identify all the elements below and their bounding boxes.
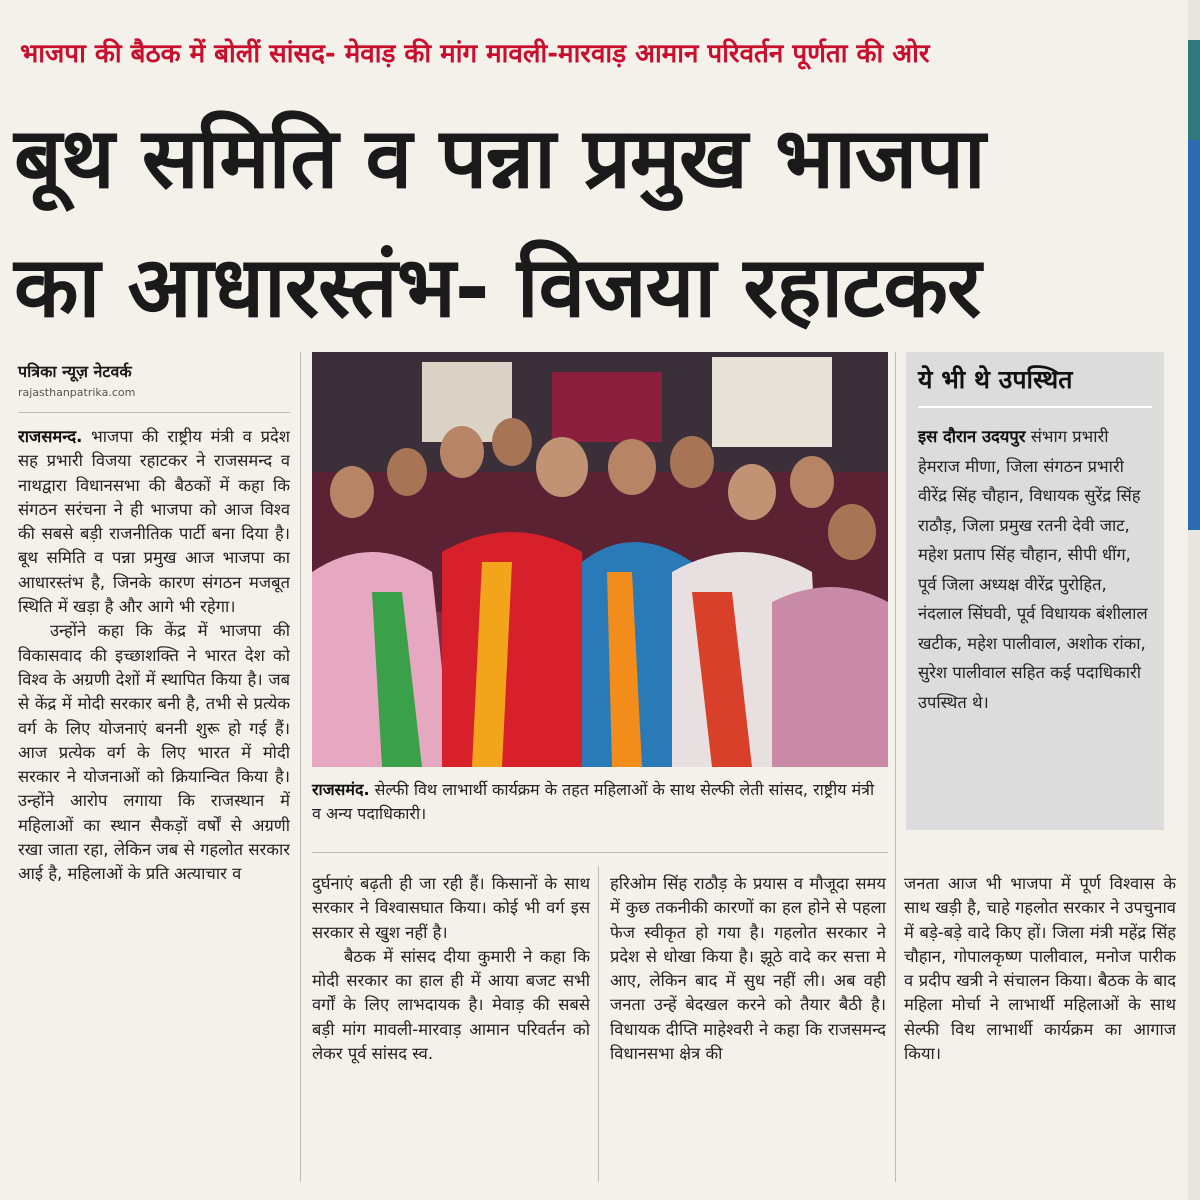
photo-illustration <box>312 352 888 767</box>
edge-graphic <box>1188 40 1200 140</box>
caption-place: राजसमंद. <box>312 780 370 799</box>
column-divider <box>895 352 896 1182</box>
article-col4-paragraph: जनता आज भी भाजपा में पूर्ण विश्वास के साथ खड़ी है, चाहे गहलोत सरकार ने उपचुनाव में बड़े-बड़े वादे किए हों। जिला मंत्री महेंद्र सिंह चौहान, गोपालकृष्ण पालीवाल, मनोज पारीक व प्रदीप खत्री ने संचालन किया। बैठक के बाद महिला मोर्चा ने लाभार्थी महिलाओं के साथ सेल्फी विथ लाभार्थी कार्यक्रम का आगाज किया। <box>904 874 1176 1064</box>
article-paragraph-2: उन्होंने कहा कि केंद्र में भाजपा की विकासवाद की इच्छाशक्ति ने भारत देश को विश्व के अग्रणी देशों में स्थापित किया है। जब से केंद्र में मोदी सरकार बनी है, तभी से प्रत्येक वर्ग के लिए योजनाएं बननी शुरू हो गई हैं। आज प्रत्येक वर्ग के लिए भारत में मोदी सरकार ने योजनाओं को क्रियान्वित किया है। उन्होंने आरोप लगाया कि राजस्थान में महिलाओं का स्थान सैकड़ों वर्षों से अग्रणी रखा जाता रहा, लेकिन जब से गहलोत सरकार आई है, महिलाओं के प्रति अत्याचार व <box>18 621 290 884</box>
divider <box>312 852 888 853</box>
caption-text: सेल्फी विथ लाभार्थी कार्यक्रम के तहत महिलाओं के साथ सेल्फी लेती सांसद, राष्ट्रीय मंत्री व अन्य पदाधिकारी। <box>312 780 875 823</box>
kicker-headline: भाजपा की बैठक में बोलीं सांसद- मेवाड़ की मांग मावली-मारवाड़ आमान परिवर्तन पूर्णता की ओर <box>20 39 930 69</box>
article-paragraph-1: भाजपा की राष्ट्रीय मंत्री व प्रदेश सह प्रभारी विजया रहाटकर ने राजसमन्द व नाथद्वारा विधानसभा की बैठकों में कहा कि संगठन सरंचना ने ही भाजपा को आज विश्व की सबसे बड़ी राजनीतिक पार्टी बना दिया है। बूथ समिति व पन्ना प्रमुख आज भाजपा का आधारस्तंभ है, जिनके कारण संगठन मजबूत स्थिति में खड़ा है और आगे भी रहेगा। <box>18 427 290 617</box>
photo-caption <box>312 778 888 826</box>
dateline: राजसमन्द. <box>18 427 83 446</box>
article-col3-paragraph: हरिओम सिंह राठौड़ के प्रयास व मौजूदा समय में कुछ तकनीकी कारणों का हल होने से पहला फेज स्वीकृत हो गया है। गहलोत सरकार ने प्रदेश से धोखा किया है। झूठे वादे कर सत्ता मे आए, लेकिन बाद में सुध नहीं ली। अब वही जनता उन्हें बेदखल करने को तैयार बैठी है। विधायक दीप्ति माहेश्वरी ने कहा कि राजसमन्द विधानसभा क्षेत्र की <box>610 874 886 1064</box>
main-headline-line-2: का आधारस्तंभ- विजया रहाटकर <box>14 238 981 336</box>
article-column-4 <box>904 872 1176 1177</box>
sidebar-attendees-box <box>906 352 1164 830</box>
sidebar-lead: इस दौरान उदयपुर <box>918 427 1026 446</box>
column-divider <box>300 352 301 1182</box>
article-column-1 <box>18 425 290 1185</box>
edge-graphic <box>1188 140 1200 530</box>
sidebar-title: ये भी थे उपस्थित <box>918 362 1152 408</box>
article-column-2 <box>312 872 590 1177</box>
adjacent-page-edge <box>1188 0 1200 1200</box>
article-col2-paragraph-1: दुर्घनाएं बढ़ती ही जा रही हैं। किसानों के साथ सरकार ने विश्वासघात किया। कोई भी वर्ग इस सरकार से खुश नहीं है। <box>312 874 590 942</box>
column-divider <box>598 866 599 1182</box>
sidebar-text: संभाग प्रभारी हेमराज मीणा, जिला संगठन प्रभारी वीरेंद्र सिंह चौहान, विधायक सुरेंद्र सिंह राठौड़, जिला प्रमुख रतनी देवी जाट, महेश प्रताप सिंह चौहान, सीपी धींग, पूर्व जिला अध्यक्ष वीरेंद्र पुरोहित, नंदलाल सिंघवी, पूर्व विधायक बंशीलाल खटीक, महेश पालीवाल, अशोक रांका, सुरेश पालीवाल सहित कई पदाधिकारी उपस्थित थे। <box>918 427 1148 712</box>
byline-name: पत्रिका न्यूज़ नेटवर्क <box>18 362 132 381</box>
divider <box>18 412 290 413</box>
byline <box>18 360 308 399</box>
sidebar-body <box>918 422 1152 717</box>
article-col2-paragraph-2: बैठक में सांसद दीया कुमारी ने कहा कि मोदी सरकार का हाल ही में आया बजट सभी वर्गों के लिए लाभदायक है। मेवाड़ की सबसे बड़ी मांग मावली-मारवाड़ आमान परिवर्तन को लेकर पूर्व सांसद स्व. <box>312 946 590 1064</box>
article-column-3 <box>610 872 886 1177</box>
byline-site: rajasthanpatrika.com <box>18 386 136 399</box>
main-headline-line-1: बूथ समिति व पन्ना प्रमुख भाजपा <box>14 109 985 207</box>
news-photo <box>312 352 888 767</box>
